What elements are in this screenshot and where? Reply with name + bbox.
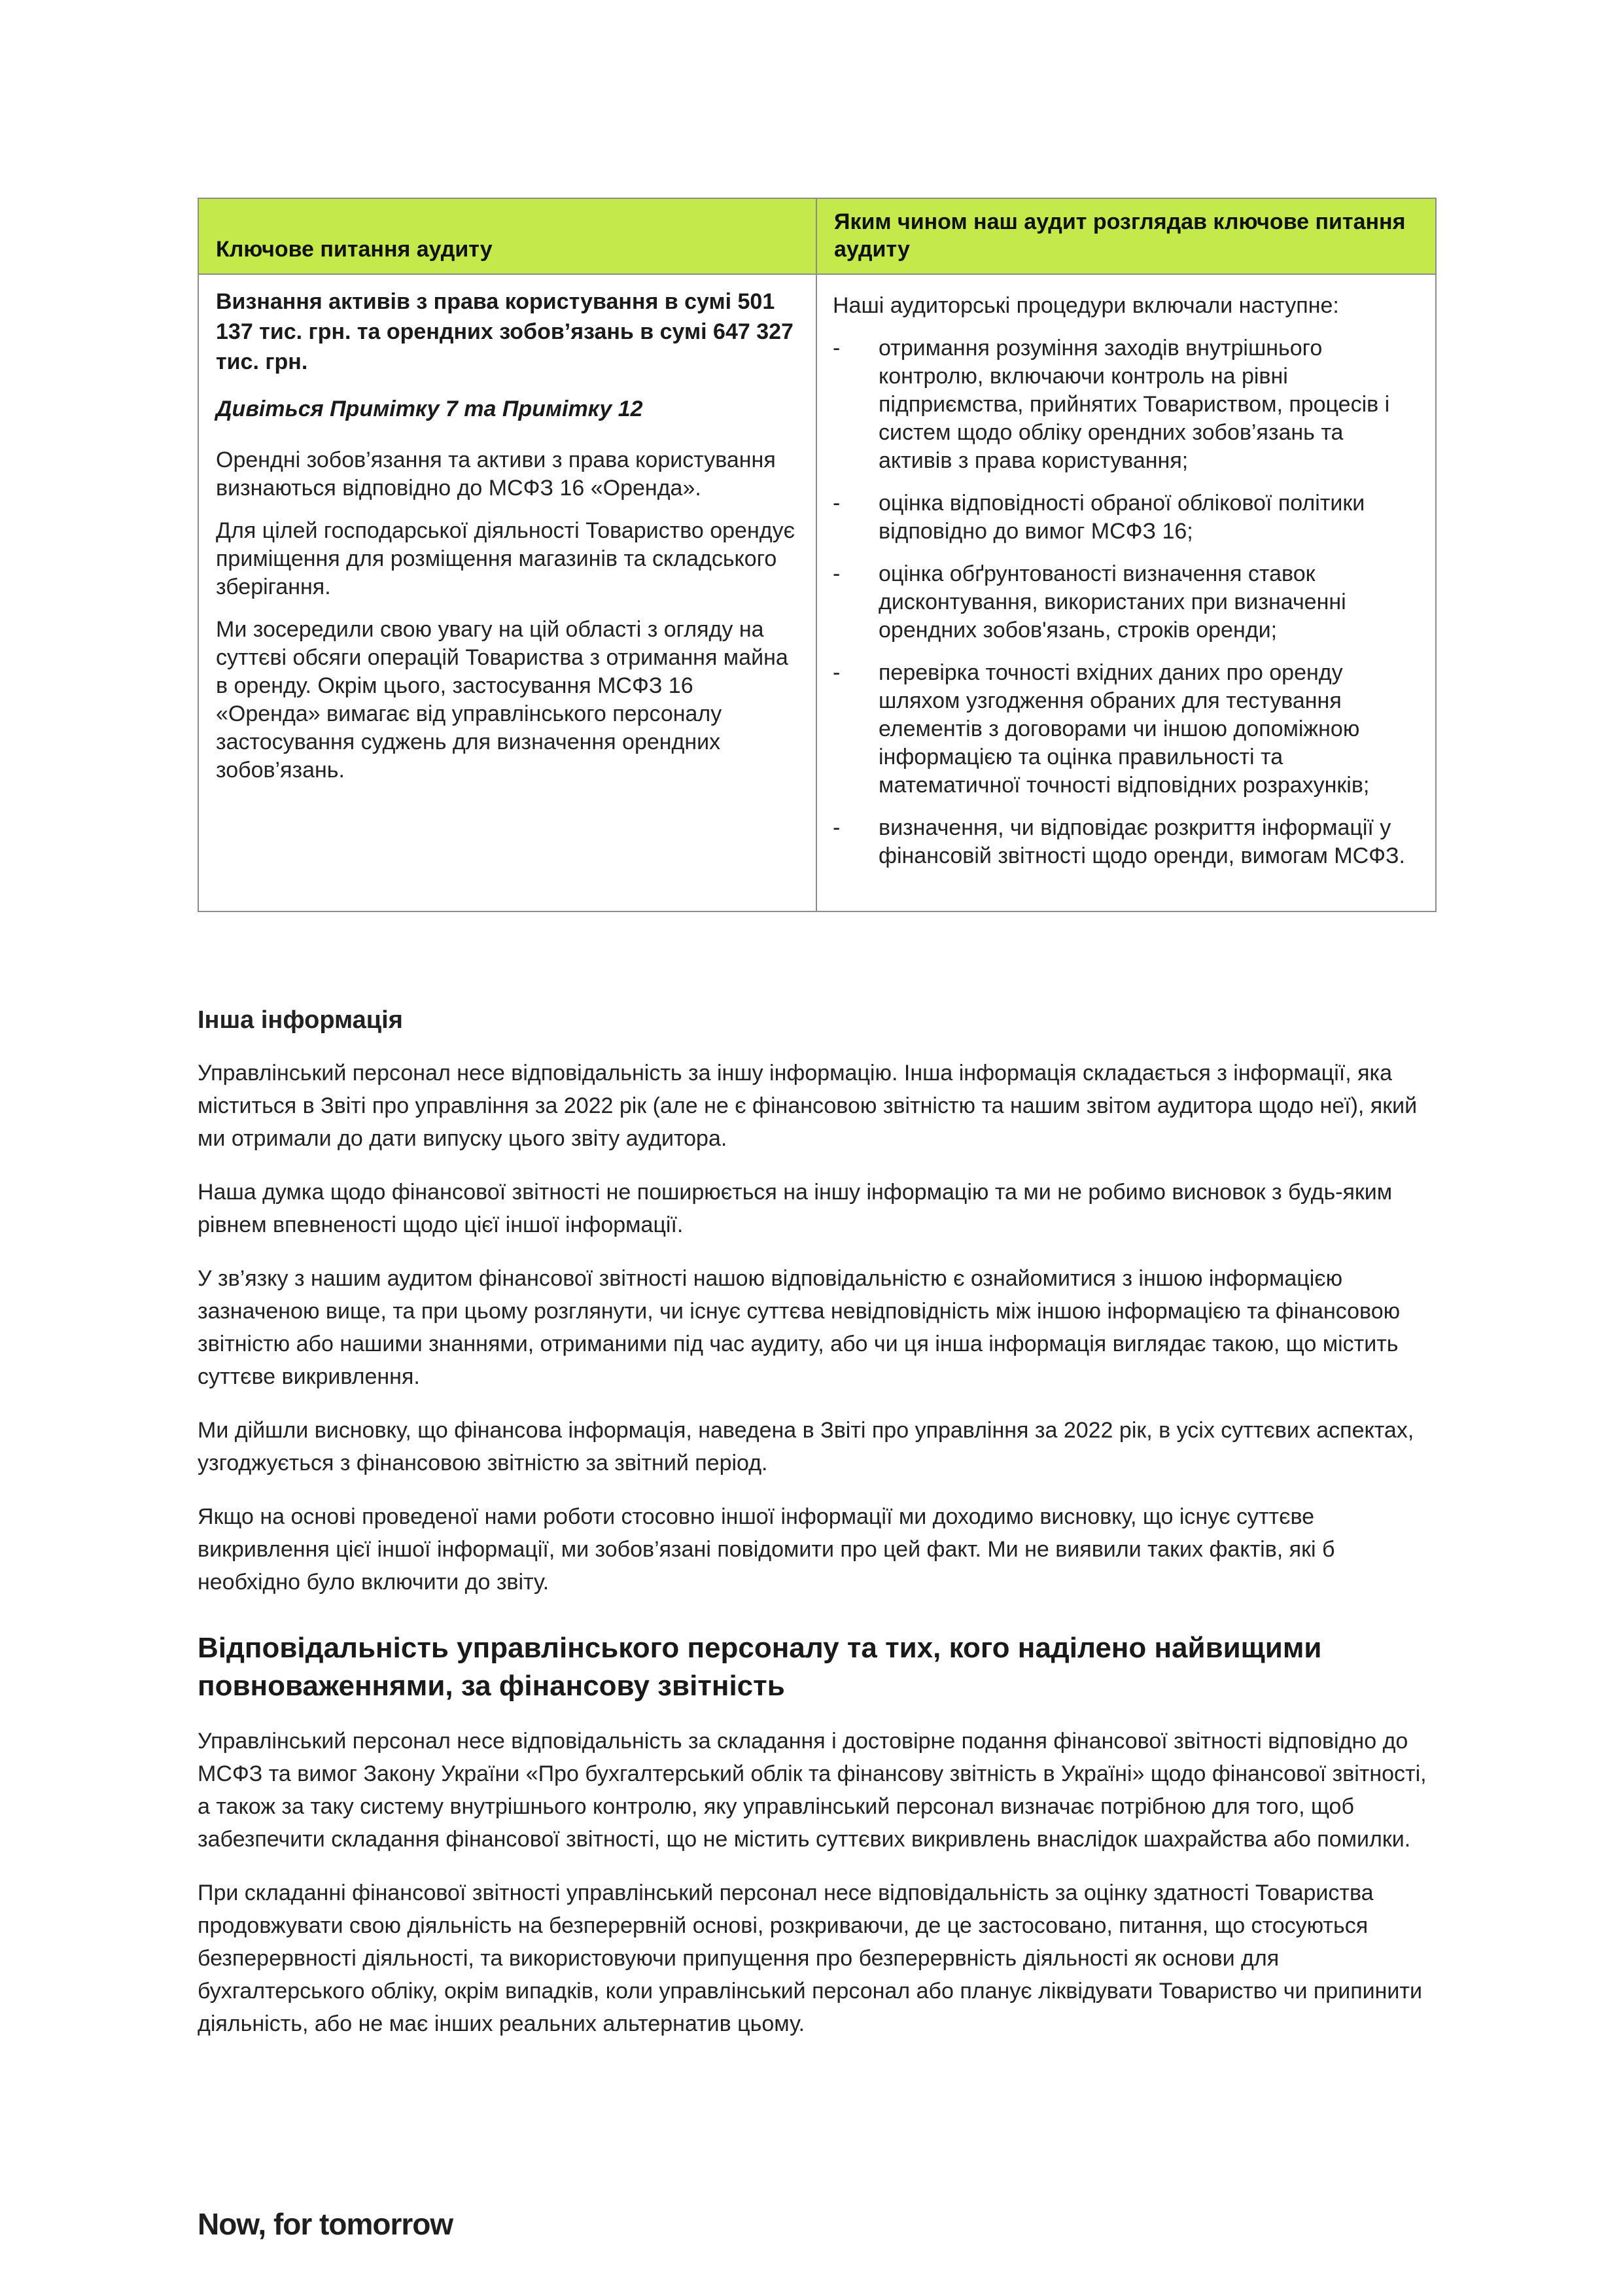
- list-dash: -: [833, 491, 841, 516]
- list-dash: -: [833, 561, 841, 586]
- key-audit-matters-table: [198, 198, 1437, 912]
- management-responsibility-section: [198, 1629, 1427, 2061]
- management-responsibility-paragraph: При складанні фінансової звітності управлінський персонал несе відповідальність за оцінку здатності Товариства продовжувати свою діяльність на безперервній основі, розкриваючи, де це застосовано, питання, що стосуються безперервності діяльності, та використовуючи припущення про безперервність діяльності як основи для бухгалтерського обліку, окрім випадків, коли управлінський персонал або планує ліквідувати Товариство чи припинити діяльність, або не має інших реальних альтернатив цьому.: [198, 1881, 1422, 2036]
- other-information-paragraph: Якщо на основі проведеної нами роботи стосовно іншої інформації ми доходимо висновку, що існує суттєве викривлення цієї іншої інформації, ми зобов’язані повідомити про цей факт. Ми не виявили таких фактів, які б необхідно було включити до звіту.: [198, 1504, 1335, 1595]
- other-information-paragraph: Ми дійшли висновку, що фінансова інформація, наведена в Звіті про управління за 2022 рік, в усіх суттєвих аспектах, узгоджується з фінансовою звітністю за звітний період.: [198, 1418, 1414, 1475]
- list-dash: -: [833, 815, 841, 840]
- procedures-list: [833, 334, 1420, 870]
- table-header-row: [198, 198, 1436, 274]
- list-item: [833, 814, 1420, 870]
- key-matter-cell: [198, 274, 816, 911]
- footer-slogan: Now, for tomorrow: [198, 2207, 453, 2241]
- table-header-audit-response: [816, 198, 1436, 274]
- key-matter-heading: Визнання активів з права користування в сумі 501 137 тис. грн. та орендних зобов’язань в сумі 647 327 тис. грн.: [216, 289, 794, 374]
- list-item-text: перевірка точності вхідних даних про оренду шляхом узгодження обраних для тестування елементів з договорами чи іншою допоміжною інформацією та оцінка правильності та математичної точності відповідних розрахунків;: [879, 660, 1370, 798]
- list-item: [833, 659, 1420, 800]
- management-responsibility-paragraph: Управлінський персонал несе відповідальність за складання і достовірне подання фінансової звітності відповідно до МСФЗ та вимог Закону України «Про бухгалтерський облік та фінансову звітність в Україні» щодо фінансової звітності, а також за таку систему внутрішнього контролю, яку управлінський персонал визначає потрібною для того, щоб забезпечити складання фінансової звітності, що не містить суттєвих викривлень внаслідок шахрайства або помилки.: [198, 1729, 1427, 1852]
- management-responsibility-title: Відповідальність управлінського персоналу та тих, кого наділено найвищими повноваженнями, за фінансову звітність: [198, 1632, 1322, 1702]
- list-item: [833, 334, 1420, 475]
- other-information-paragraph: У зв’язку з нашим аудитом фінансової звітності нашою відповідальністю є ознайомитися з іншою інформацією зазначеною вище, та при цьому розглянути, чи існує суттєва невідповідність між іншою інформацією та фінансовою звітністю або нашими знаннями, отриманими під час аудиту, або чи ця інша інформація виглядає такою, що містить суттєве викривлення.: [198, 1266, 1401, 1389]
- list-item: [833, 560, 1420, 645]
- key-matter-paragraph: Для цілей господарської діяльності Товариство орендує приміщення для розміщення магазинів та складського зберігання.: [216, 518, 795, 599]
- table-row: [198, 274, 1436, 911]
- key-matter-paragraph: Ми зосередили свою увагу на цій області з огляду на суттєві обсяги операцій Товариства з отримання майна в оренду. Окрім цього, застосування МСФЗ 16 «Оренда» вимагає від управлінського персоналу застосування суджень для визначення орендних зобов’язань.: [216, 617, 788, 783]
- header-key-matter-text: Ключове питання аудиту: [216, 237, 493, 262]
- list-item-text: визначення, чи відповідає розкриття інформації у фінансовій звітності щодо оренди, вимогам МСФЗ.: [879, 815, 1405, 868]
- list-item: [833, 489, 1420, 546]
- procedures-intro: Наші аудиторські процедури включали наступне:: [833, 293, 1339, 318]
- other-information-paragraph: Наша думка щодо фінансової звітності не поширюється на іншу інформацію та ми не робимо висновок з будь-яким рівнем впевненості щодо цієї іншої інформації.: [198, 1180, 1393, 1237]
- header-audit-response-text: Яким чином наш аудит розглядав ключове питання аудиту: [834, 209, 1406, 262]
- list-item-text: оцінка відповідності обраної облікової політики відповідно до вимог МСФЗ 16;: [879, 491, 1365, 544]
- other-information-section: [198, 1004, 1427, 1619]
- list-dash: -: [833, 336, 841, 361]
- other-information-paragraph: Управлінський персонал несе відповідальність за іншу інформацію. Інша інформація складається з інформації, яка міститься в Звіті про управління за 2022 рік (але не є фінансовою звітністю та нашим звітом аудитора щодо неї), який ми отримали до дати випуску цього звіту аудитора.: [198, 1061, 1418, 1151]
- key-matter-paragraph: Орендні зобов’язання та активи з права користування визнаються відповідно до МСФЗ 16 «Оренда».: [216, 448, 776, 501]
- list-dash: -: [833, 660, 841, 685]
- key-matter-note-reference: Дивіться Примітку 7 та Примітку 12: [216, 397, 643, 421]
- other-information-title: Інша інформація: [198, 1006, 403, 1034]
- list-item-text: отримання розуміння заходів внутрішнього контролю, включаючи контроль на рівні підприємства, прийнятих Товариством, процесів і систем щодо обліку орендних зобов’язань та активів з права користування;: [879, 336, 1390, 473]
- table-header-key-matter: [198, 198, 816, 274]
- audit-response-cell: [816, 274, 1436, 911]
- list-item-text: оцінка обґрунтованості визначення ставок дисконтування, використаних при визначенні орендних зобов'язань, строків оренди;: [879, 561, 1346, 643]
